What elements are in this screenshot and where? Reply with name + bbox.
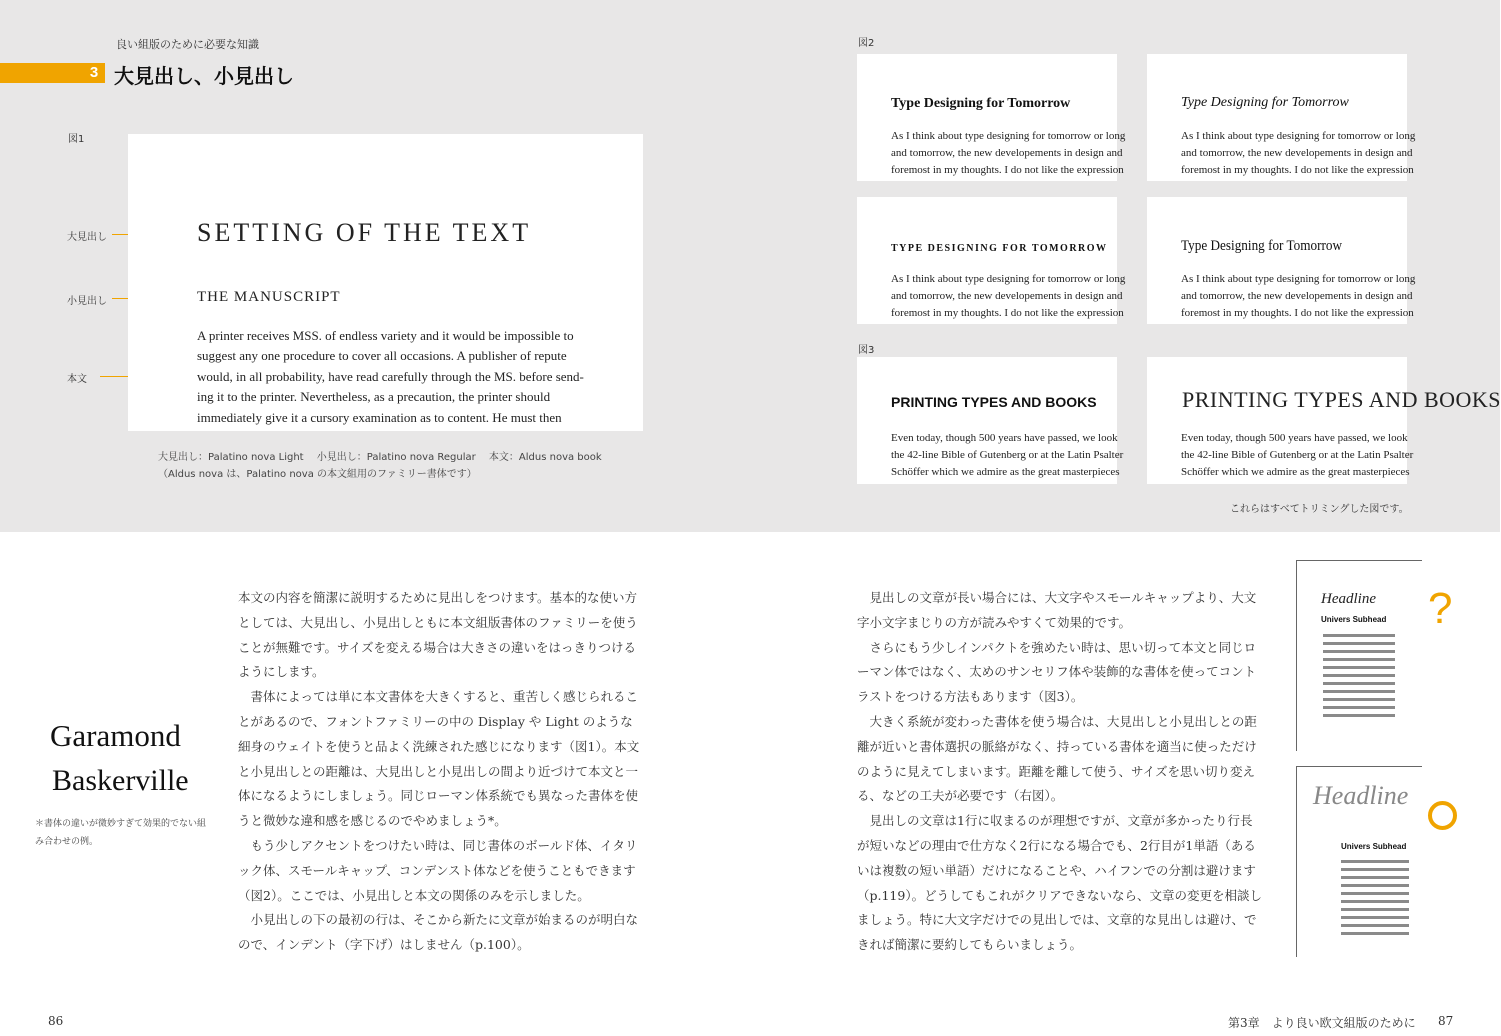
fig1-body-line: A printer receives MSS. of endless variety and it would be impossible to xyxy=(197,328,574,343)
illus-headline: Headline xyxy=(1313,781,1409,810)
fig2-card-body xyxy=(891,271,1125,322)
fig2-card-bold xyxy=(857,54,1126,181)
body-paragraph: さらにもう少しインパクトを強めたい時は、思い切って本文と同じローマン体ではなく、太めのサンセリフ体や装飾的な書体を使ってコントラストをつける方法もあります（図3）。 xyxy=(857,639,1257,705)
fig2-card-italic xyxy=(1147,54,1416,181)
fig3-note: これらはすべてトリミングした図です。 xyxy=(1230,504,1409,515)
fig2-card-title: Type Designing for Tomorrow xyxy=(891,96,1071,111)
fig3-body-line: Schöffer which we admire as the great masterpieces xyxy=(891,466,1120,478)
fig1-body-line: immediately give it a cursory examination as to content. He must then xyxy=(197,409,562,425)
font-sample-note-line2: み合わせの例。 xyxy=(35,837,99,847)
section-title: 大見出し、小見出し xyxy=(114,64,294,88)
fig3-card-title: PRINTING TYPES AND BOOKS xyxy=(1182,387,1501,412)
chapter-number: 3 xyxy=(89,64,99,81)
left-body-column xyxy=(238,586,644,958)
right-body-column xyxy=(857,586,1263,958)
fig1-caption-line2: （Aldus nova は、Palatino nova の本文組用のファミリー書体です） xyxy=(158,469,477,480)
fig3-card-title: PRINTING TYPES AND BOOKS xyxy=(891,394,1097,410)
illus-subhead: Univers Subhead xyxy=(1321,615,1387,624)
footer-chapter-title: 第3章 より良い欧文組版のために xyxy=(1228,1016,1416,1030)
illus-headline: Headline xyxy=(1321,591,1376,607)
illus-good-spacing xyxy=(1296,766,1422,957)
fig2-body-line: and tomorrow, the new developements in design and xyxy=(1181,147,1413,159)
font-sample-baskerville: Baskerville xyxy=(52,764,189,797)
fig2-card-title: Type Designing for Tomorrow xyxy=(1181,238,1343,254)
fig1-label: 図1 xyxy=(68,134,85,145)
body-paragraph: 見出しの文章が長い場合には、大文字やスモールキャップより、大文字小文字まじりの方が読みやすくて効果的です。 xyxy=(857,590,1257,630)
illus-subhead: Univers Subhead xyxy=(1341,842,1407,851)
fig1-body-line: ing it to the printer. Nevertheless, as a precaution, the printer should xyxy=(197,389,551,405)
fig2-card-body xyxy=(1181,128,1415,179)
fig3-label: 図3 xyxy=(858,345,875,356)
page-number-left: 86 xyxy=(48,1014,64,1028)
font-sample-garamond: Garamond xyxy=(50,718,181,753)
body-paragraph: 見出しの文章は1行に収まるのが理想ですが、文章が多かったり行長が短いなどの理由で仕方なく2行になる場合でも、2行目が1単語（あるいは複数の短い単語）だけになることや、ハイフンでの分割は避けます（p.119）。どうしてもこれがクリアできないなら、文章の変更を相談しましょう。特に大文字だけでの見出しでは、文章的な見出しは避け、できれば簡潔に要約してもらいましょう。 xyxy=(857,813,1262,953)
fig2-body-line: foremost in my thoughts. I do not like the expression xyxy=(891,164,1124,176)
illus-text-lines xyxy=(1323,634,1395,722)
fig2-body-line: foremost in my thoughts. I do not like the expression xyxy=(891,307,1124,319)
fig2-body-line: and tomorrow, the new developements in design and xyxy=(1181,290,1413,302)
fig3-body-line: Schöffer which we admire as the great masterpieces xyxy=(1181,466,1410,478)
fig1-caption-line1: 大見出し：Palatino nova Light 小見出し：Palatino nova Regular 本文：Aldus nova book xyxy=(158,452,602,463)
fig2-card-body xyxy=(1181,271,1415,322)
fig2-card-condensed xyxy=(1147,197,1416,324)
fig3-body-line: the 42-line Bible of Gutenberg or at the Latin Psalter xyxy=(1181,449,1414,461)
body-paragraph: 本文の内容を簡潔に説明するために見出しをつけます。基本的な使い方としては、大見出し、小見出しともに本文組版書体のファミリーを使うことが無難です。サイズを変える場合は大きさの違いをはっきりつけるようにします。 xyxy=(238,590,638,680)
fig2-card-body xyxy=(891,128,1125,179)
body-paragraph: 大きく系統が変わった書体を使う場合は、大見出しと小見出しとの距離が近いと書体選択の脈絡がなく、持っている書体を適当に使っただけのように見えてしまいます。距離を離して使う、サイズを思い切り変える、などの工夫が必要です（右図）。 xyxy=(857,713,1257,804)
illus-text-lines xyxy=(1341,860,1409,940)
body-paragraph: 書体によっては単に本文書体を大きくすると、重苦しく感じられることがあるので、フォントファミリーの中の Display や Light のような細身のウェイトを使うと品よく洗練された感じになります（図1）。本文と小見出しとの距離は、大見出しと小見出しの間より近づけて本文と一体になるようにしましょう。同じローマン体系統でも異なった書体を使うと微妙な違和感を感じるのでやめましょう*。 xyxy=(238,689,640,829)
fig2-body-line: As I think about type designing for tomorrow or long xyxy=(1181,130,1416,142)
fig2-body-line: foremost in my thoughts. I do not like the expression xyxy=(1181,164,1414,176)
fig2-body-line: foremost in my thoughts. I do not like the expression xyxy=(1181,307,1414,319)
font-sample-note-line1: ＊書体の違いが微妙すぎて効果的でない組 xyxy=(35,819,207,829)
fig3-body-line: Even today, though 500 years have passed, we look xyxy=(891,432,1118,444)
fig3-card-display xyxy=(1147,357,1501,484)
fig3-body-line: the 42-line Bible of Gutenberg or at the Latin Psalter xyxy=(891,449,1124,461)
fig1-body-line: suggest any one procedure to cover all occasions. A publisher of repute xyxy=(197,348,567,364)
fig2-label: 図2 xyxy=(858,38,875,49)
fig2-card-title: Type Designing for Tomorrow xyxy=(1181,95,1349,110)
book-subtitle: 良い組版のために必要な知識 xyxy=(116,38,259,51)
fig2-body-line: As I think about type designing for tomorrow or long xyxy=(891,273,1126,285)
page-number-right: 87 xyxy=(1438,1014,1454,1028)
legend-small-heading: 小見出し xyxy=(67,296,107,307)
fig2-card-smallcaps xyxy=(857,197,1126,324)
body-paragraph: もう少しアクセントをつけたい時は、同じ書体のボールド体、イタリック体、スモールキャップ、コンデンスト体などを使うこともできます（図2）。ここでは、小見出しと本文の関係のみを示しました。 xyxy=(238,837,638,903)
fig2-body-line: and tomorrow, the new developements in design and xyxy=(891,147,1123,159)
fig1-body-line: would, in all probability, have read carefully through the MS. before send- xyxy=(197,368,584,384)
fig3-card-body xyxy=(891,430,1123,481)
body-paragraph: 小見出しの下の最初の行は、そこから新たに文章が始まるのが明白なので、インデント（字下げ）はしません（p.100）。 xyxy=(238,912,639,953)
fig1-big-heading: SETTING OF THE TEXT xyxy=(197,218,532,247)
fig2-body-line: and tomorrow, the new developements in design and xyxy=(891,290,1123,302)
fig1-body-text xyxy=(197,326,584,428)
circle-ok-icon xyxy=(1428,801,1457,830)
fig2-body-line: As I think about type designing for tomorrow or long xyxy=(1181,273,1416,285)
fig3-card-sans xyxy=(857,357,1124,484)
question-mark-icon: ? xyxy=(1428,584,1453,633)
fig1-sample xyxy=(128,134,643,431)
fig1-small-heading: THE MANUSCRIPT xyxy=(197,289,341,305)
fig2-card-title: TYPE DESIGNING FOR TOMORROW xyxy=(891,243,1108,254)
fig3-card-body xyxy=(1181,430,1413,481)
illus-bad-spacing xyxy=(1296,560,1422,751)
fig2-body-line: As I think about type designing for tomorrow or long xyxy=(891,130,1126,142)
fig3-body-line: Even today, though 500 years have passed, we look xyxy=(1181,432,1408,444)
legend-body: 本文 xyxy=(67,374,87,385)
legend-big-heading: 大見出し xyxy=(67,232,107,243)
